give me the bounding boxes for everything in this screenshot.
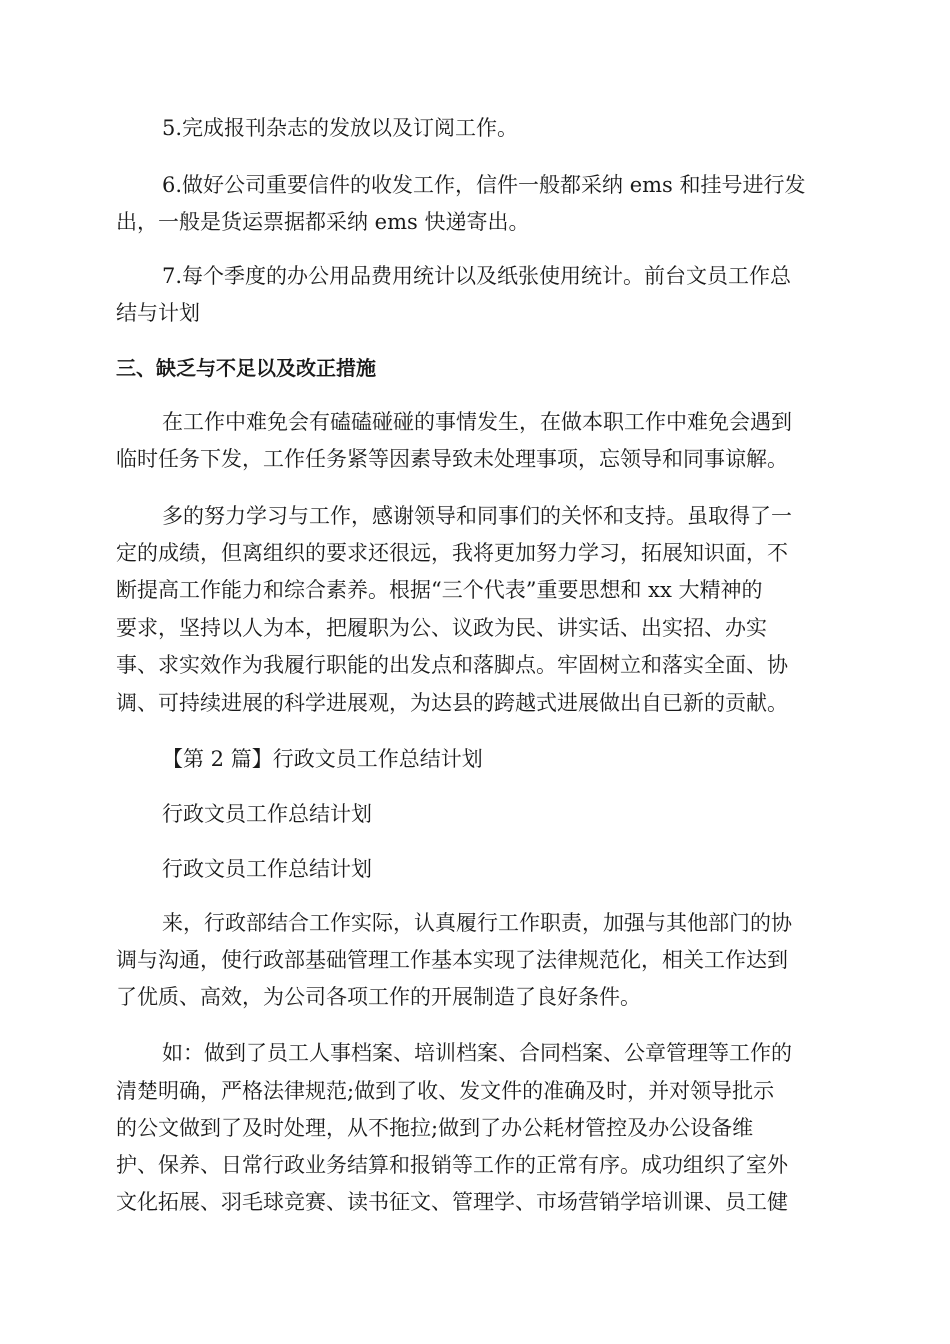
paragraph-line: 事、求实效作为我履行职能的出发点和落脚点。牢固树立和落实全面、协 <box>116 653 788 677</box>
paragraph-line: 护、保养、日常行政业务结算和报销等工作的正常有序。成功组织了室外 <box>116 1153 788 1177</box>
paragraph-line: 调与沟通，使行政部基础管理工作基本实现了法律规范化，相关工作达到 <box>116 948 788 972</box>
paragraph-line: 调、可持续进展的科学进展观，为达县的跨越式进展做出自已新的贡献。 <box>116 691 788 715</box>
article-subtitle: 行政文员工作总结计划 <box>162 802 372 826</box>
article-title: 【第 2 篇】行政文员工作总结计划 <box>162 747 483 771</box>
paragraph-line: 在工作中难免会有磕磕碰碰的事情发生，在做本职工作中难免会遇到 <box>162 410 792 434</box>
paragraph-line: 多的努力学习与工作，感谢领导和同事们的关怀和支持。虽取得了一 <box>162 504 792 528</box>
paragraph-line: 文化拓展、羽毛球竞赛、读书征文、管理学、市场营销学培训课、员工健 <box>116 1190 788 1214</box>
paragraph-line: 如：做到了员工人事档案、培训档案、合同档案、公章管理等工作的 <box>162 1041 792 1065</box>
paragraph-line: 来，行政部结合工作实际，认真履行工作职责，加强与其他部门的协 <box>162 911 792 935</box>
paragraph-line: 要求，坚持以人为本，把履职为公、议政为民、讲实话、出实招、办实 <box>116 616 767 640</box>
paragraph-line: 的公文做到了及时处理，从不拖拉;做到了办公耗材管控及办公设备维 <box>116 1116 754 1140</box>
paragraph-line: 5.完成报刊杂志的发放以及订阅工作。 <box>162 116 519 140</box>
paragraph-line: 结与计划 <box>116 301 200 325</box>
paragraph-line: 7.每个季度的办公用品费用统计以及纸张使用统计。前台文员工作总 <box>162 264 792 288</box>
paragraph-line: 6.做好公司重要信件的收发工作，信件一般都采纳 ems 和挂号进行发 <box>162 173 806 197</box>
paragraph-line: 了优质、高效，为公司各项工作的开展制造了良好条件。 <box>116 985 641 1009</box>
paragraph-line: 出，一般是货运票据都采纳 ems 快递寄出。 <box>116 210 530 234</box>
paragraph-line: 临时任务下发，工作任务紧等因素导致未处理事项，忘领导和同事谅解。 <box>116 447 788 471</box>
paragraph-line: 清楚明确，严格法律规范;做到了收、发文件的准确及时，并对领导批示 <box>116 1079 775 1103</box>
article-subtitle: 行政文员工作总结计划 <box>162 857 372 881</box>
paragraph-line: 定的成绩，但离组织的要求还很远，我将更加努力学习，拓展知识面，不 <box>116 541 788 565</box>
section-heading: 三、缺乏与不足以及改正措施 <box>116 356 376 380</box>
paragraph-line: 断提高工作能力和综合素养。根据“三个代表”重要思想和 xx 大精神的 <box>116 578 763 602</box>
